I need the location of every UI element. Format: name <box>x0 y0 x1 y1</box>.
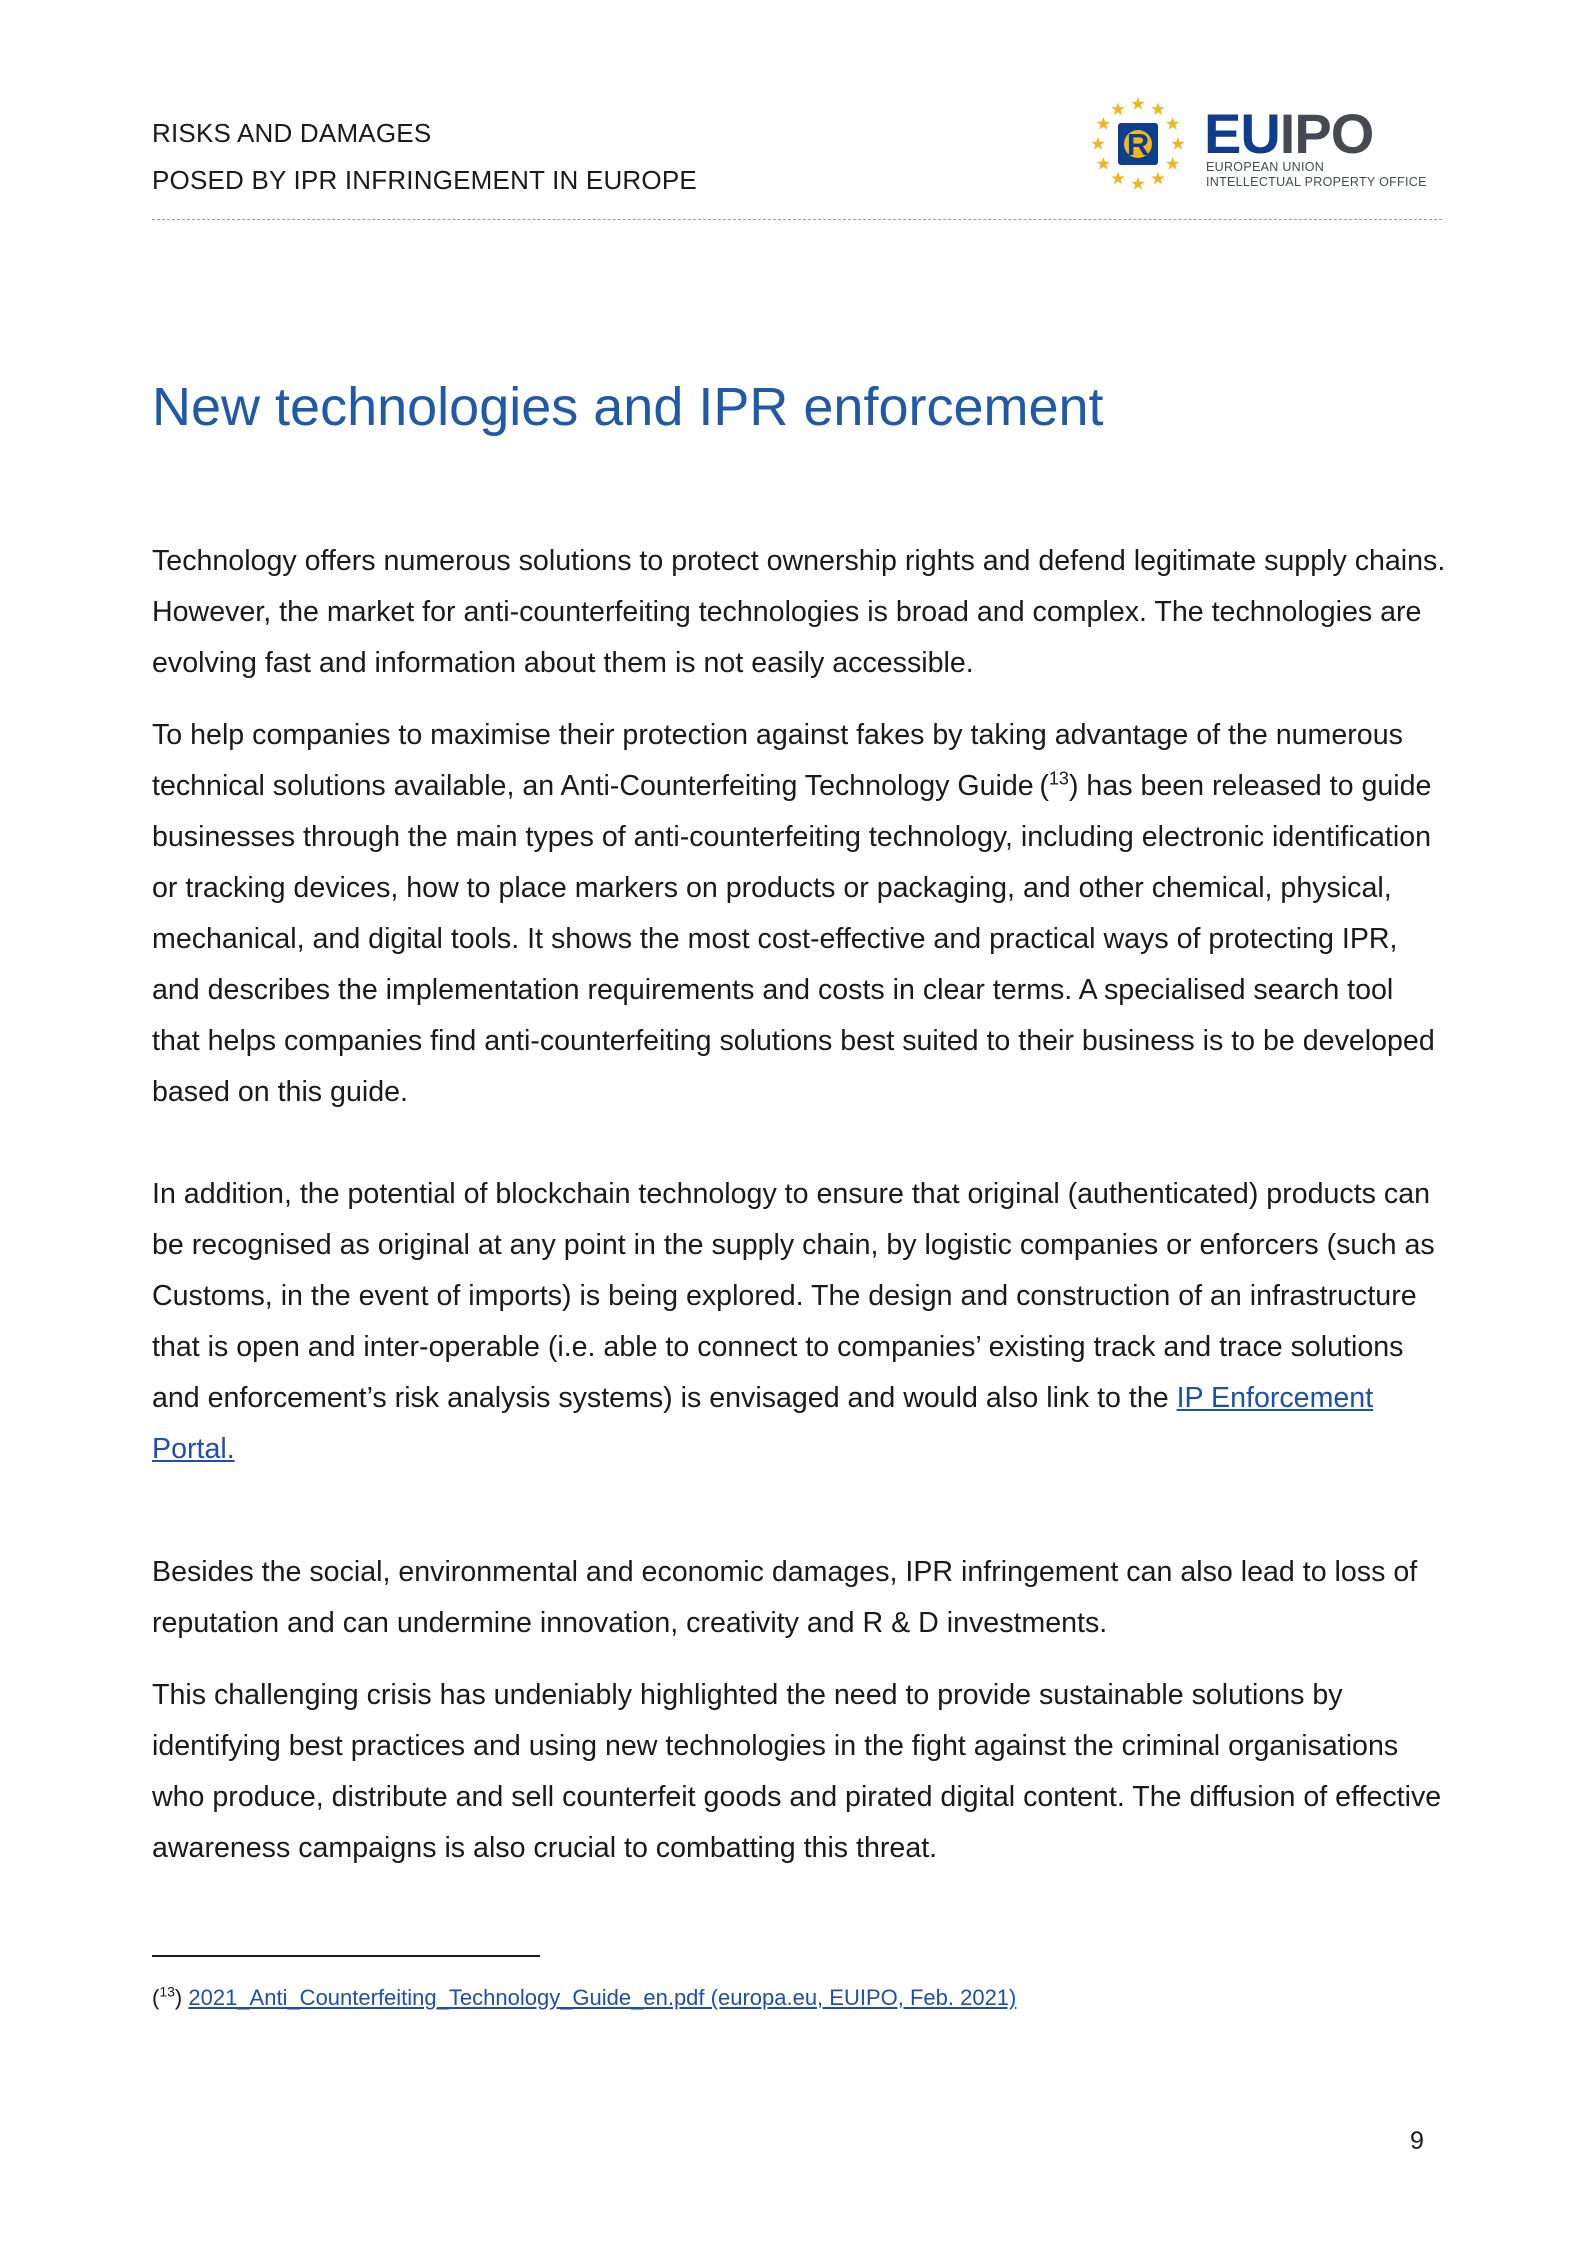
paragraph-3 <box>152 1169 1448 1475</box>
logo-wordmark <box>1204 102 1374 165</box>
footnote-guide-link[interactable]: 2021_Anti_Counterfeiting_Technology_Guide_en.pdf (europa.eu, EUIPO, Feb. 2021) <box>188 1985 1017 2010</box>
page-header <box>152 102 1442 220</box>
header-line-1: RISKS AND DAMAGES <box>152 118 432 148</box>
paragraph-4: Besides the social, environmental and economic damages, IPR infringement can also lead to loss of reputation and can undermine innovation, creativity and R & D investments. <box>152 1556 1418 1639</box>
paragraph-2-text-a: To help companies to maximise their protection against fakes by taking advantage of the numerous technical solutions available, an Anti-Counterfeiting Technology Guide ( <box>152 719 1403 802</box>
footnote-ref-13: 13 <box>1048 768 1069 789</box>
body-text <box>152 536 1448 1874</box>
logo-sub-line-2: INTELLECTUAL PROPERTY OFFICE <box>1206 175 1427 189</box>
section-title: New technologies and IPR enforcement <box>152 377 1104 437</box>
page-number: 9 <box>1410 2127 1424 2155</box>
footnote-divider <box>152 1955 540 1957</box>
eu-stars-emblem-icon <box>1090 94 1200 194</box>
ip-enforcement-portal-link[interactable]: IP Enforcement Portal. <box>152 1382 1374 1465</box>
header-title <box>152 110 697 204</box>
footnote-close: ) <box>174 1985 189 2010</box>
paragraph-5: This challenging crisis has undeniably highlighted the need to provide sustainable solutions by identifying best practices and using new technologies in the fight against the criminal organisations who produce, distribute and sell counterfeit goods and pirated digital content. The diffusion of effective awareness campaigns is also crucial to combatting this threat. <box>152 1679 1442 1864</box>
footnote-open: ( <box>152 1985 160 2010</box>
footnote <box>152 1983 1016 2013</box>
euipo-logo <box>1090 94 1450 194</box>
header-line-2: POSED BY IPR INFRINGEMENT IN EUROPE <box>152 165 697 195</box>
logo-sub-line-1: EUROPEAN UNION <box>1206 160 1325 174</box>
logo-mark-letter: R <box>1126 127 1150 162</box>
paragraph-2-text-b: ) has been released to guide businesses through the main types of anti-counterfeiting technology, including electronic identification or tracking devices, how to place markers on products or packaging, and other chemical, physical, mechanical, and digital tools. It shows the most cost-effective and practical ways of protecting IPR, and describes the implementation requirements and costs in clear terms. A specialised search tool that helps companies find anti-counterfeiting solutions best suited to their business is to be developed based on this guide. <box>152 770 1435 1108</box>
logo-word-eu: EU <box>1204 102 1280 165</box>
paragraph-3-text: In addition, the potential of blockchain technology to ensure that original (authenticated) products can be recognised as original at any point in the supply chain, by logistic companies or enforcers (such as Customs, in the event of imports) is being explored. The design and construction of an infrastructure that is open and inter-operable (i.e. able to connect to companies’ existing track and trace solutions and enforcement’s risk analysis systems) is envisaged and would also link to the <box>152 1178 1435 1414</box>
footnote-number: 13 <box>159 1983 175 2000</box>
paragraph-1: Technology offers numerous solutions to protect ownership rights and defend legitimate supply chains. However, the market for anti-counterfeiting technologies is broad and complex. The technologies are evolving fast and information about them is not easily accessible. <box>152 545 1446 679</box>
paragraph-2 <box>152 710 1448 1118</box>
logo-word-ipo: IPO <box>1279 102 1374 165</box>
logo-subtitle <box>1206 160 1427 190</box>
header-divider <box>152 219 1442 220</box>
